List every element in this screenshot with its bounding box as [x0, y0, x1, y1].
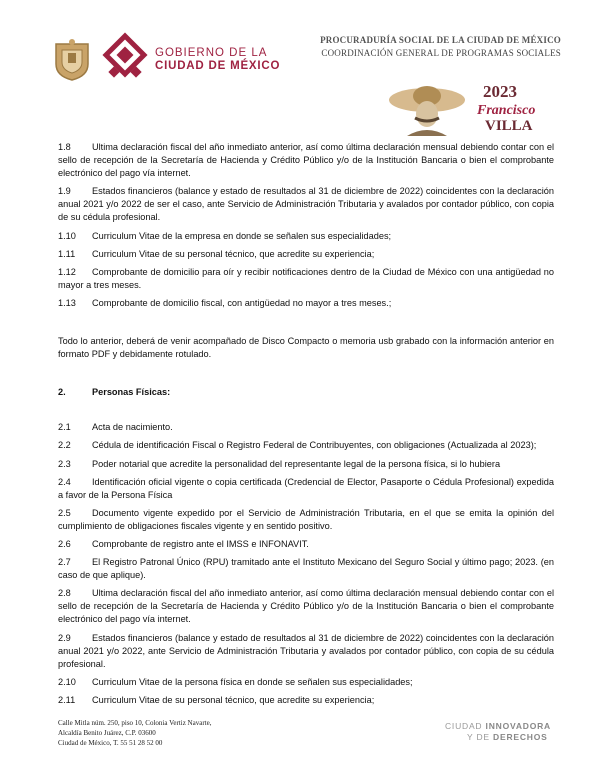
list-item — [58, 421, 554, 434]
item-number: 2.11 — [58, 694, 76, 705]
slogan-1a: CIUDAD — [444, 721, 486, 731]
item-number: 2.10 — [58, 676, 76, 687]
item-text: Comprobante de domicilio para oír y recibir notificaciones dentro de la Ciudad de México con una antigüedad no mayor a tres meses. — [58, 266, 554, 290]
list-item — [58, 185, 554, 224]
item-text: Estados financieros (balance y estado de resultados al 31 de diciembre de 2022) coincidentes con la declaración anual 2021 y/o 2022 de ser el caso, ante Servicio de Administración Tributaria y avalados por contador público, con copia de su cédula profesional. — [58, 186, 554, 223]
item-number: 1.11 — [58, 248, 76, 259]
gov-line-1: GOBIERNO DE LA — [155, 47, 268, 59]
item-number: 2.5 — [58, 507, 71, 518]
address-line-3: Ciudad de México, T. 55 51 28 52 00 — [58, 739, 163, 747]
item-text: Curriculum Vitae de su personal técnico, que acredite su experiencia; — [92, 248, 375, 259]
slogan-2a: Y DE — [466, 732, 494, 742]
list-item — [58, 632, 554, 671]
item-number: 2.9 — [58, 632, 71, 643]
footer-slogan — [445, 721, 551, 743]
coat-of-arms-icon — [52, 38, 92, 82]
item-number: 1.9 — [58, 186, 71, 197]
villa-name-2: VILLA — [485, 118, 533, 134]
item-number: 1.12 — [58, 266, 76, 277]
list-item — [58, 476, 554, 502]
list-item — [58, 694, 554, 707]
item-number: 2.4 — [58, 476, 71, 487]
page-header — [0, 0, 603, 140]
item-text: Poder notarial que acredite la personalidad del representante legal de la persona física, si lo hubiera — [92, 458, 501, 469]
item-number: 2.6 — [58, 538, 71, 549]
items-list-b — [58, 421, 554, 707]
item-text: Documento vigente expedido por el Servicio de Administración Tributaria, en el que se emita la opinión del cumplimiento de obligaciones fiscales vigente y en sentido positivo. — [58, 507, 554, 531]
list-item — [58, 230, 554, 243]
item-text: Comprobante de registro ante el IMSS e INFONAVIT. — [92, 538, 309, 549]
slogan-2b: DERECHOS — [493, 732, 548, 742]
item-number: 1.13 — [58, 297, 76, 308]
villa-year: 2023 — [483, 82, 517, 101]
item-number: 1.8 — [58, 142, 71, 152]
list-item — [58, 248, 554, 261]
item-text: Curriculum Vitae de la empresa en donde se señalen sus especialidades; — [92, 230, 392, 241]
list-item — [58, 266, 554, 292]
francisco-villa-portrait-icon — [385, 78, 560, 136]
list-item — [58, 587, 554, 626]
section-title: Personas Físicas: — [92, 387, 171, 398]
list-item — [58, 676, 554, 689]
institution-name — [320, 34, 561, 60]
item-text: Ultima declaración fiscal del año inmediato anterior, así como última declaración mensual debiendo contar con el sello de recepción de la Secretaría de Hacienda y Crédito Público y/o de la Institución Bancaria o bien el comprobante electrónico del pago vía internet. — [58, 588, 554, 625]
list-item — [58, 141, 554, 180]
list-item — [58, 439, 554, 452]
item-text: Comprobante de domicilio fiscal, con antigüedad no mayor a tres meses.; — [92, 297, 392, 308]
list-item — [58, 507, 554, 533]
item-text: Curriculum Vitae de la persona física en donde se señalen sus especialidades; — [92, 676, 413, 687]
list-item — [58, 297, 554, 310]
address-line-1: Calle Mitla núm. 250, piso 10, Colonia Vertiz Navarte, — [58, 719, 212, 727]
item-text: Cédula de identificación Fiscal o Registro Federal de Contribuyentes, con obligaciones (Actualizada al 2023); — [92, 440, 537, 451]
item-number: 2.2 — [58, 440, 71, 451]
items-list-a — [58, 141, 554, 310]
item-text: El Registro Patronal Único (RPU) tramitado ante el Instituto Mexicano del Seguro Social y último pago; 2023. (en caso de que aplique). — [58, 557, 554, 581]
item-text: Acta de nacimiento. — [92, 422, 173, 433]
address-line-2: Alcaldía Benito Juárez, C.P. 03600 — [58, 729, 156, 737]
gov-line-2: CIUDAD DE MÉXICO — [155, 60, 281, 72]
note-paragraph: Todo lo anterior, deberá de venir acompañado de Disco Compacto o memoria usb grabado con la información anterior en formato PDF y debidamente rotulado. — [58, 336, 554, 360]
institution-line-1: PROCURADURÍA SOCIAL DE LA CIUDAD DE MÉXICO — [320, 35, 561, 45]
item-number: 2.3 — [58, 458, 71, 469]
slogan-1b: INNOVADORA — [485, 721, 551, 731]
item-number: 2.8 — [58, 588, 71, 599]
item-text: Estados financieros (balance y estado de resultados al 31 de diciembre de 2022) coincidentes con la declaración anual 2021 y/o 2022, ante Servicio de Administración Tributaria y avalados por contador público, con copia de su cédula profesional. — [58, 632, 554, 669]
section-number: 2. — [58, 387, 66, 398]
footer-address — [58, 718, 211, 748]
item-number: 1.10 — [58, 230, 76, 241]
villa-name-1: Francisco — [477, 103, 536, 118]
cdmx-logo-icon — [100, 32, 150, 84]
government-name — [155, 47, 280, 73]
list-item — [58, 538, 554, 551]
item-text: Curriculum Vitae de su personal técnico, que acredite su experiencia; — [92, 694, 375, 705]
item-number: 2.1 — [58, 422, 71, 433]
document-body — [58, 141, 554, 712]
list-item — [58, 556, 554, 582]
list-item — [58, 458, 554, 471]
item-number: 2.7 — [58, 557, 71, 568]
item-text: Identificación oficial vigente o copia certificada (Credencial de Elector, Pasaporte o Cédula Profesional) expedida a favor de la Persona Física — [58, 476, 554, 500]
section-heading — [58, 386, 554, 399]
institution-line-2: COORDINACIÓN GENERAL DE PROGRAMAS SOCIALES — [321, 48, 561, 58]
item-text: Ultima declaración fiscal del año inmediato anterior, así como última declaración mensual debiendo contar con el sello de recepción de la Secretaría de Hacienda y Crédito Público y/o de la Institución Bancaria o bien el comprobante electrónico del pago vía internet. — [58, 142, 554, 179]
